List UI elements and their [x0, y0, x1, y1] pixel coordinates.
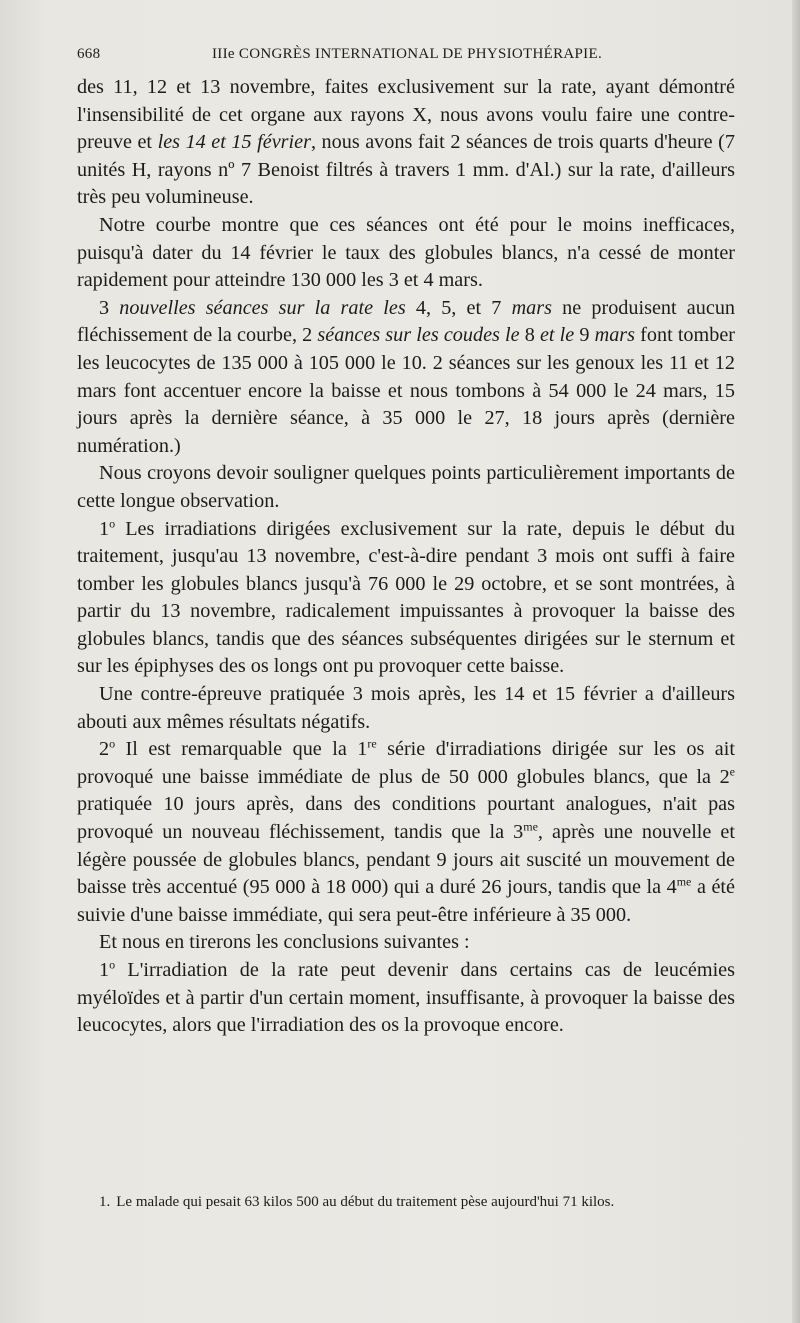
page-number: 668	[77, 46, 101, 62]
p3-g: 8	[519, 324, 540, 347]
p7-sup1: re	[367, 736, 377, 751]
footnote-number: 1.	[99, 1194, 111, 1210]
p3-k: font tomber les leucocytes de 135 000 à 105 000 le 10. 2 séances sur les genoux les 11 et 12 mars font accentuer encore la baisse et nous tombons à 54 000 le 24 mars, 15 jours après la dernière séance, à 35 000 le 27, 18 jours après (dernière numération.)	[77, 324, 735, 457]
p3-f-italic: séances sur les coudes le	[317, 324, 520, 347]
p9-text: L'irradiation de la rate peut devenir dans certains cas de leucémies myéloïdes et à partir d'un certain moment, insuffisante, à provoquer la baisse des leucocytes, alors que l'irradiation des os la provoque encore.	[77, 959, 735, 1037]
p7-b: série d'irradiations dirigée sur les os ait provoqué une baisse immédiate de plus de 50 000 globules blancs, que la 2	[77, 738, 735, 788]
paragraph-3	[77, 295, 735, 461]
p3-a: 3	[99, 296, 120, 319]
p7-sup4: me	[676, 874, 692, 889]
footnote-text: Le malade qui pesait 63 kilos 500 au début du traitement pèse aujourd'hui 71 kilos.	[116, 1194, 615, 1210]
p7-num: 2	[99, 738, 110, 761]
p1-text-c: , nous avons fait 2 séances de trois quarts d'heure (7 unités H, rayons nº 7 Benoist filtrés à travers 1 mm. d'Al.) sur la rate, d'ailleurs très peu volumineuse.	[77, 131, 735, 209]
p1-text-a: des 11, 12 et 13 novembre, faites exclusivement sur la rate, ayant démontré l'insensibilité de cet organe aux rayons X, nous avons voulu faire une contre-preuve et	[77, 76, 735, 154]
p3-c: 4, 5, et 7	[405, 296, 512, 319]
p5-sup: o	[109, 515, 116, 530]
running-title: IIIe CONGRÈS INTERNATIONAL DE PHYSIOTHÉRAPIE.	[212, 46, 602, 62]
body-text	[77, 74, 735, 1040]
paragraph-6: Une contre-épreuve pratiquée 3 mois après, les 14 et 15 février a d'ailleurs abouti aux mêmes résultats négatifs.	[77, 683, 735, 733]
p3-b-italic: nouvelles séances sur la rate les	[119, 296, 406, 319]
paragraph-8: Et nous en tirerons les conclusions suivantes :	[99, 931, 470, 954]
page-edge-shadow	[792, 0, 800, 1323]
p3-j-italic: mars	[594, 324, 636, 347]
p3-h-italic: et le	[539, 324, 575, 347]
p9-sup: o	[109, 957, 116, 972]
p5-text: Les irradiations dirigées exclusivement sur la rate, depuis le début du traitement, jusqu'au 13 novembre, c'est-à-dire pendant 3 mois ont suffi à faire tomber les globules blancs jusqu'à 76 000 le 29 octobre, et se sont montrées, à partir du 13 novembre, radicalement impuissantes à provoquer la baisse des globules blancs, tandis que des séances subséquentes dirigées sur le sternum et sur les épiphyses des os longs ont pu provoquer cette baisse.	[77, 517, 735, 678]
paragraph-5	[77, 516, 735, 682]
paragraph-1	[77, 74, 735, 212]
p5-num: 1	[99, 517, 110, 540]
p7-sup: o	[109, 736, 116, 751]
p3-i: 9	[574, 324, 595, 347]
paragraph-4: Nous croyons devoir souligner quelques points particulièrement importants de cette longue observation.	[77, 462, 735, 512]
p7-sup3: me	[523, 819, 538, 834]
paragraph-9	[77, 957, 735, 1040]
p3-e: ne produisent aucun fléchissement de la courbe, 2	[77, 296, 736, 347]
p7-e: a été suivie d'une baisse immédiate, qui sera peut-être inférieure à 35 000.	[77, 876, 735, 926]
p3-d-italic: mars	[511, 296, 552, 319]
p7-a: Il est remarquable que la 1	[115, 738, 368, 761]
p7-sup2: e	[729, 764, 735, 779]
p9-num: 1	[99, 959, 110, 981]
p7-d: , après une nouvelle et légère poussée de globules blancs, pendant 9 jours ait suscité un mouvement de baisse très accentué (95 000 à 18 000) qui a duré 26 jours, tandis que la 4	[77, 821, 735, 899]
footnote	[99, 1192, 739, 1212]
p7-c: pratiquée 10 jours après, dans des conditions pourtant analogues, n'ait pas provoqué un nouveau fléchissement, tandis que la 3	[77, 793, 735, 844]
paragraph-2: Notre courbe montre que ces séances ont été pour le moins inefficaces, puisqu'à dater du 14 février le taux des globules blancs, n'a cessé de monter rapidement pour atteindre 130 000 les 3 et 4 mars.	[77, 213, 735, 292]
paragraph-7	[77, 736, 735, 929]
p1-italic: les 14 et 15 février	[157, 131, 311, 154]
